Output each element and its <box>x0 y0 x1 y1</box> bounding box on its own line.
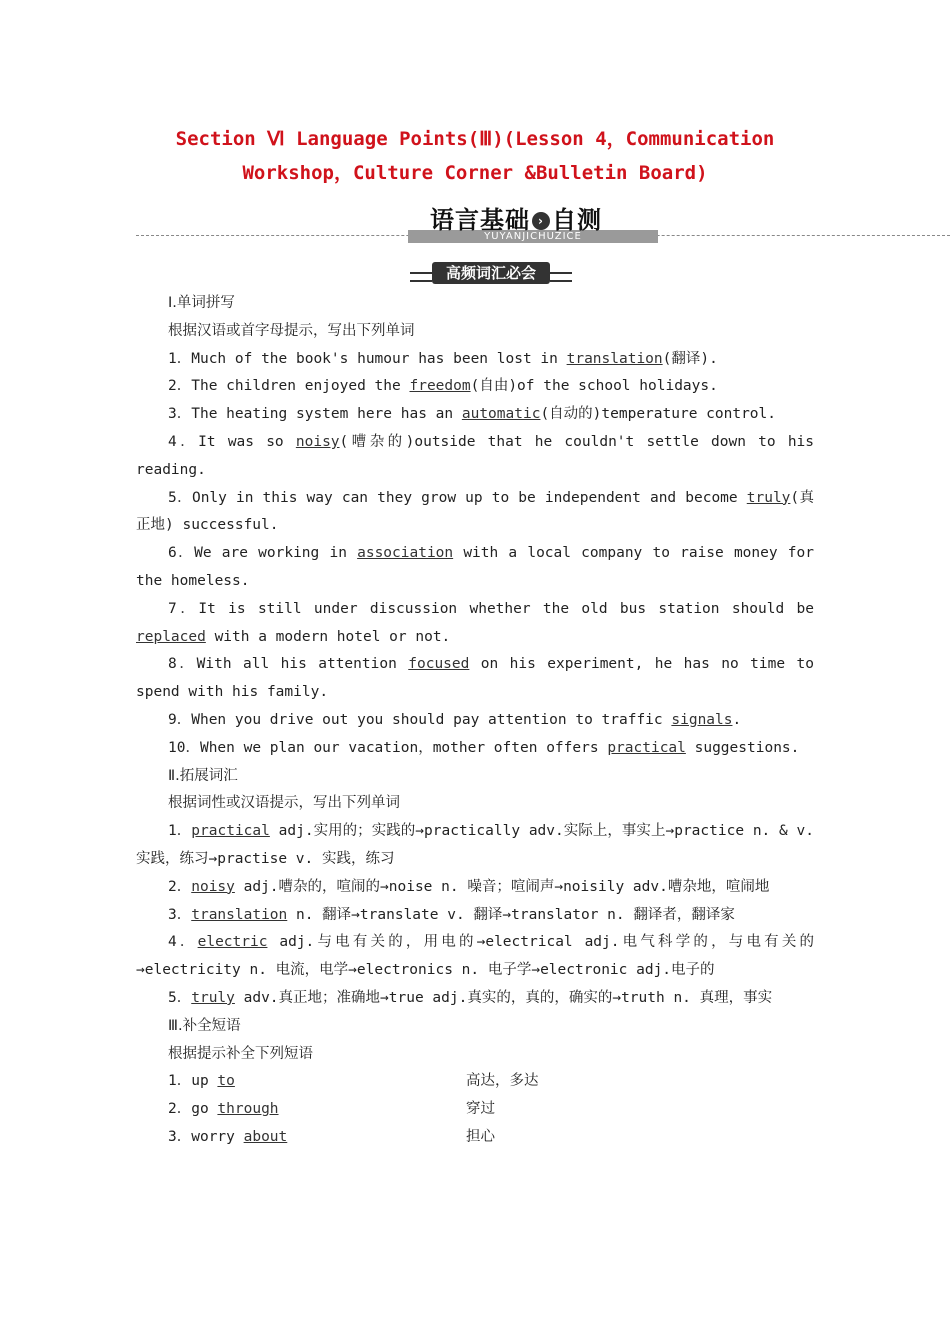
answer-word: automatic <box>461 406 541 423</box>
item-number: 4． <box>168 934 198 951</box>
question-text-end: on his experiment, he has no time to spend with his family. <box>136 656 814 701</box>
list-item <box>136 1068 814 1096</box>
answer-word: electric <box>197 934 268 951</box>
page-title-line-1: Section Ⅵ Language Points(Ⅲ)(Lesson 4，Communication <box>175 128 775 150</box>
list-item <box>136 596 814 652</box>
part1-list <box>136 346 814 763</box>
question-text: 1．Much of the book's humour has been lost in <box>168 350 567 367</box>
question-text: 7．It is still under discussion whether the old bus station should be <box>168 600 814 617</box>
question-text-end: (翻译). <box>662 350 718 367</box>
answer-word: association <box>357 545 454 562</box>
phrase-prefix: 2．go <box>168 1101 218 1118</box>
phrase <box>168 1068 466 1096</box>
banner-title <box>430 200 602 235</box>
word-family: adj.与电有关的，用电的→electrical adj.电气科学的，与电有关的→electricity n. 电流，电学→electronics n. 电子学→electronic adj.电子的 <box>136 934 815 979</box>
list-item <box>136 874 814 902</box>
question-text-end: with a modern hotel or not. <box>205 628 451 645</box>
phrase <box>168 1124 466 1152</box>
phrase-meaning: 高达，多达 <box>466 1073 539 1090</box>
word-family: n. 翻译→translate v. 翻译→translator n. 翻译者，翻译家 <box>287 906 735 923</box>
answer-word: noisy <box>295 433 340 450</box>
list-item <box>136 373 814 401</box>
question-text-end: (自由)of the school holidays. <box>470 378 718 395</box>
part1-instruction: 根据汉语或首字母提示，写出下列单词 <box>168 322 415 339</box>
question-text: 4．It was so <box>168 433 296 450</box>
answer-word: signals <box>671 711 733 728</box>
banner-title-b: 自测 <box>552 206 602 234</box>
list-item <box>136 707 814 735</box>
list-item <box>136 401 814 429</box>
list-item <box>136 1096 814 1124</box>
list-item <box>136 929 814 985</box>
list-item <box>136 429 814 485</box>
part3-heading: Ⅲ.补全短语 <box>168 1017 241 1034</box>
item-number: 5． <box>168 989 192 1006</box>
question-text-end: (自动的)temperature control. <box>540 406 776 423</box>
phrase <box>168 1096 466 1124</box>
part2-list <box>136 818 814 1013</box>
part2-instruction: 根据词性或汉语提示，写出下列单词 <box>168 795 400 812</box>
part3-list <box>136 1068 814 1151</box>
phrase-prefix: 1．up <box>168 1073 218 1090</box>
banner-title-a: 语言基础 <box>430 206 530 234</box>
answer-word: focused <box>408 656 470 673</box>
word-family: adj.实用的；实践的→practically adv.实际上，事实上→practice n. & v. 实践，练习→practise v. 实践，练习 <box>136 823 814 867</box>
phrase-prefix: 3．worry <box>168 1128 244 1145</box>
list-item <box>136 735 814 763</box>
answer-word: through <box>217 1101 279 1118</box>
exercise-content <box>136 290 814 1152</box>
question-text: 10．When we plan our vacation，mother often offers <box>168 739 608 756</box>
item-number: 1． <box>168 823 192 840</box>
question-text-end: suggestions. <box>685 739 800 756</box>
question-text: 5．Only in this way can they grow up to be independent and become <box>168 489 747 506</box>
question-text: 3．The heating system here has an <box>168 406 462 423</box>
banner-subtitle: YUYANJICHUZICE <box>408 230 658 243</box>
question-text: 8．With all his attention <box>168 656 409 673</box>
answer-word: about <box>243 1128 288 1145</box>
question-text-end: (嘈杂的)outside that he couldn't settle down to his reading. <box>136 433 815 478</box>
list-item <box>136 540 814 596</box>
list-item <box>136 1124 814 1152</box>
answer-word: practical <box>191 823 270 840</box>
answer-word: practical <box>607 739 686 756</box>
page-title-line-2: Workshop，Culture Corner &Bulletin Board) <box>242 162 708 184</box>
word-family: adv.真正地；准确地→true adj.真实的，真的，确实的→truth n. 真理，事实 <box>234 989 773 1006</box>
list-item <box>136 902 814 930</box>
list-item <box>136 651 814 707</box>
answer-word: freedom <box>409 378 471 395</box>
question-text-end: . <box>732 711 742 728</box>
item-number: 2． <box>168 878 192 895</box>
list-item <box>136 485 814 541</box>
question-text-end: with a local company to raise money for the homeless. <box>136 545 814 589</box>
phrase-meaning: 穿过 <box>466 1101 495 1118</box>
answer-word: truly <box>746 489 791 506</box>
list-item <box>136 346 814 374</box>
chevron-right-icon: › <box>532 212 550 230</box>
word-family: adj.嘈杂的，喧闹的→noise n. 噪音；喧闹声→noisily adv.嘈杂地，喧闹地 <box>234 878 770 895</box>
part1-heading: Ⅰ.单词拼写 <box>168 295 235 311</box>
answer-word: to <box>217 1073 235 1090</box>
answer-word: noisy <box>191 878 235 895</box>
question-text: 9．When you drive out you should pay attention to traffic <box>168 711 672 728</box>
question-text: 6．We are working in <box>168 545 358 562</box>
sub-banner-label: 高频词汇必会 <box>432 262 550 284</box>
sub-banner <box>410 262 572 284</box>
answer-word: truly <box>191 989 235 1006</box>
list-item <box>136 818 814 874</box>
answer-word: translation <box>191 906 288 923</box>
phrase-meaning: 担心 <box>466 1128 495 1145</box>
answer-word: replaced <box>136 628 206 645</box>
banner-bar-left <box>410 272 432 282</box>
part3-instruction: 根据提示补全下列短语 <box>168 1045 313 1062</box>
part2-heading: Ⅱ.拓展词汇 <box>168 767 238 784</box>
section-banner <box>0 200 950 246</box>
item-number: 3． <box>168 906 192 923</box>
answer-word: translation <box>566 350 663 367</box>
question-text-end: (真正地) successful. <box>136 489 815 534</box>
list-item <box>136 985 814 1013</box>
banner-bar-right <box>550 272 572 282</box>
question-text: 2．The children enjoyed the <box>168 378 410 395</box>
